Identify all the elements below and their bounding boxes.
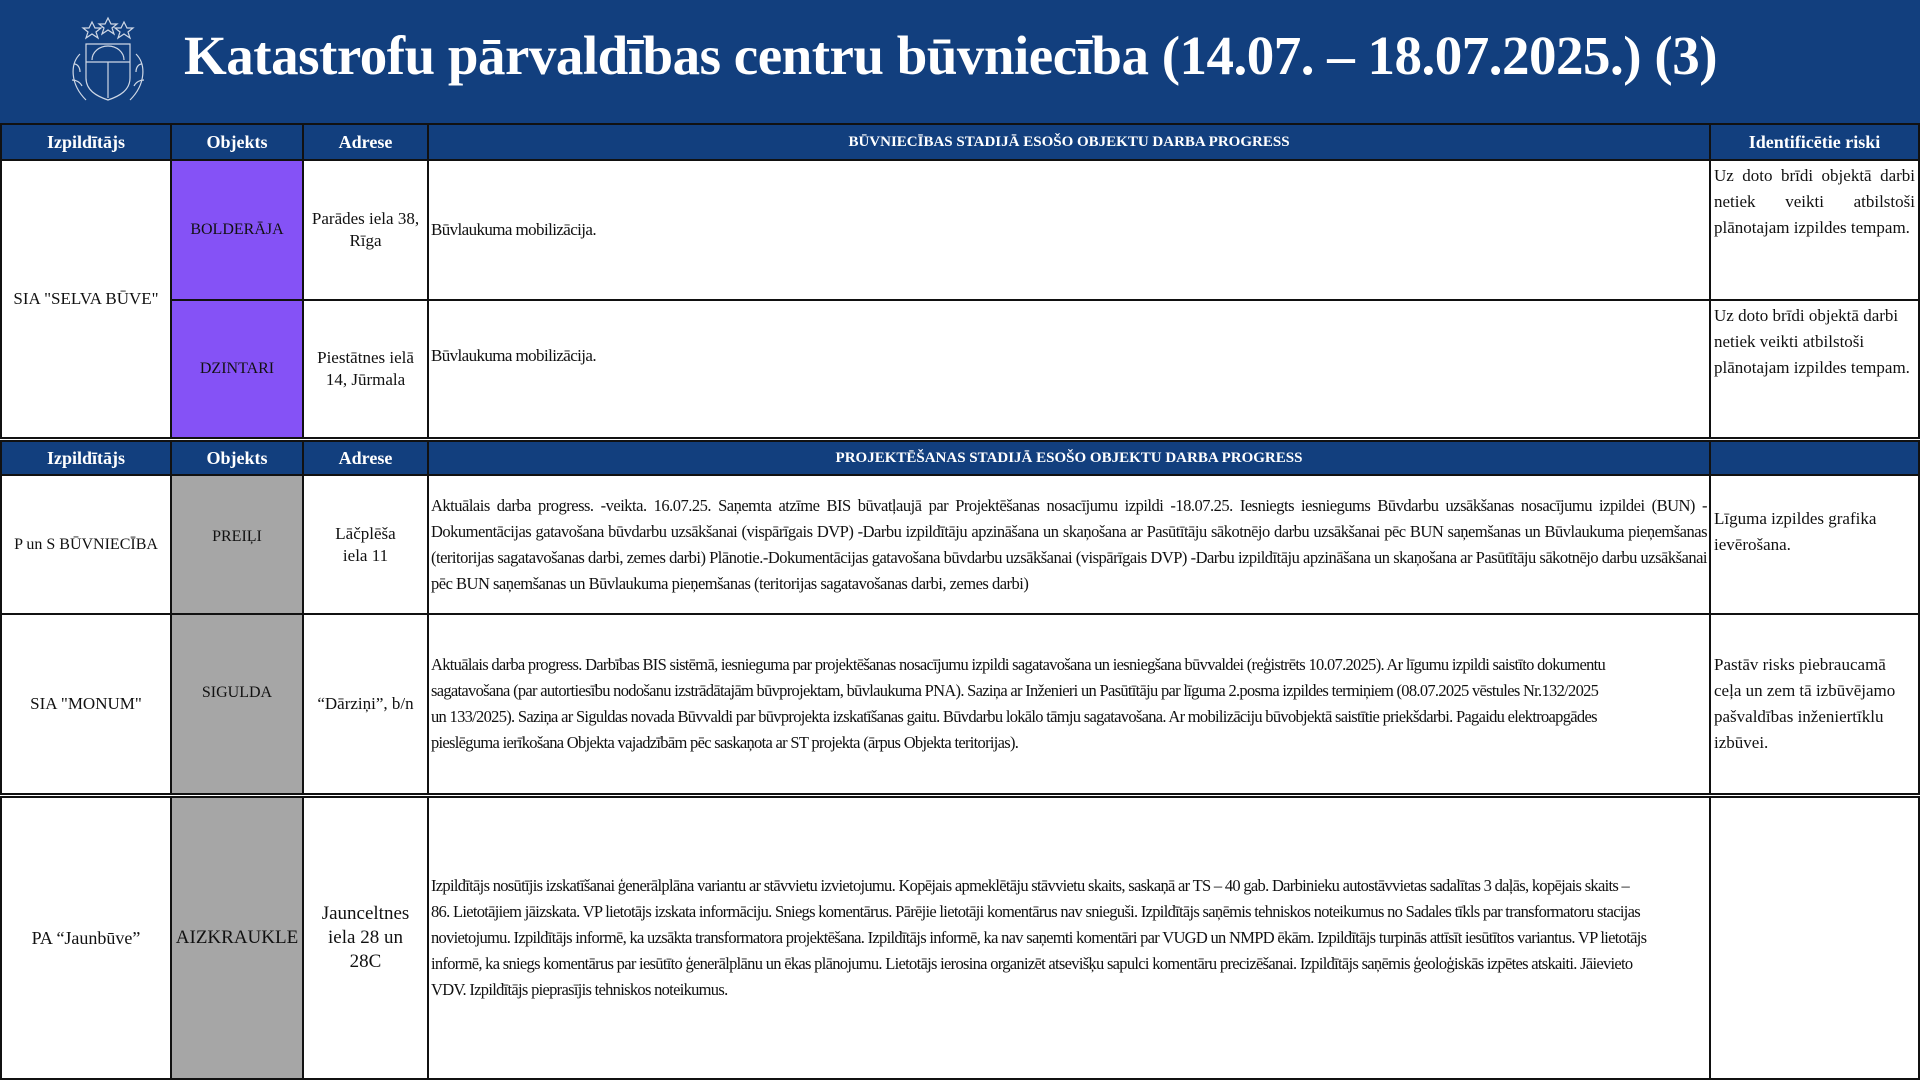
- title-banner: [0, 0, 1920, 123]
- address-cell: Piestātnes ielā 14, Jūrmala: [302, 299, 429, 439]
- risk-cell: Uz doto brīdi objektā darbi netiek veikti atbilstoši plānotajam izpildes tempam.: [1709, 159, 1920, 301]
- contractor-cell: P un S BŪVNIECĪBA: [0, 474, 172, 615]
- contractor-cell: SIA "SELVA BŪVE": [0, 159, 172, 439]
- column-header-construction-progress: BŪVNIECĪBAS STADIJĀ ESOŠO OBJEKTU DARBA PROGRESS: [427, 123, 1711, 161]
- page-title: Katastrofu pārvaldības centru būvniecība (14.07. – 18.07.2025.) (3): [184, 25, 1718, 86]
- address-cell: “Dārziņi”, b/n: [302, 613, 429, 795]
- column-header-object: Objekts: [170, 123, 304, 161]
- progress-cell: Izpildītājs nosūtījis izskatīšanai ģenerālplāna variantu ar stāvvietu izvietojumu. Kopējais apmeklētāju stāvvietu skaits, saskaņā ar TS – 40 gab. Darbinieku autostāvvietas sadalītas 3 daļās, kopējais skaits – 86. Lietotājiem jāizskata. VP lietotājs izskata informāciju. Sniegs komentārus. Pārējie lietotāji komentārus nav snieguši. Izpildītājs saņēmis tehniskos noteikumus no Sadales tīkls par transformatoru stacijas novietojumu. Izpildītājs informē, ka uzsākta transformatora projektēšana. Izpildītājs informē, ka nav saņemti komentāri par VUGD un NMPD ēkām. Izpildītājs turpinās attīsīt iesūtītos variantus. VP lietotājs informē, ka sniegs komentārus par iesūtīto ģenerālplānu un ēkas plānojumu. Lietotājs ierosina organizēt atsevišķu sapulci komentāru precizēšanai. Izpildītājs saņēmis ģeoloģiskās izpētes atskaiti. Jāievieto VDV. Izpildītājs pieprasījis tehniskos noteikumus.: [427, 796, 1711, 1080]
- risk-cell: Uz doto brīdi objektā darbi netiek veikti atbilstoši plānotajam izpildes tempam.: [1709, 299, 1920, 439]
- column-header-address: Adrese: [302, 123, 429, 161]
- object-cell: BOLDERĀJA: [170, 159, 304, 301]
- column-header-contractor: Izpildītājs: [0, 123, 172, 161]
- column-header-design-progress: PROJEKTĒŠANAS STADIJĀ ESOŠO OBJEKTU DARBA PROGRESS: [427, 440, 1711, 476]
- column-header-risks: Identificētie riski: [1709, 123, 1920, 161]
- contractor-cell: PA “Jaunbūve”: [0, 796, 172, 1080]
- progress-cell: Būvlaukuma mobilizācija.: [427, 299, 1711, 439]
- column-header-object: Objekts: [170, 440, 304, 476]
- address-cell: Jaunceltnes iela 28 un 28C: [302, 796, 429, 1080]
- coat-of-arms-icon: [58, 14, 158, 110]
- risk-cell: [1709, 796, 1920, 1080]
- risk-cell: Līguma izpildes grafika ievērošana.: [1709, 474, 1920, 615]
- column-header-blank: [1709, 440, 1920, 476]
- contractor-cell: SIA "MONUM": [0, 613, 172, 795]
- column-header-contractor: Izpildītājs: [0, 440, 172, 476]
- progress-cell: Aktuālais darba progress. Darbības BIS sistēmā, iesnieguma par projektēšanas nosacījumu izpildi sagatavošana un iesniegšana būvvaldei (reģistrēts 10.07.2025). Ar līgumu izpildi saistīto dokumentu sagatavošana (par autortiesību nodošanu izstrādātajām būvprojektam, būvlaukuma PNA). Saziņa ar Inženieri un Pasūtītāju par līguma 2.posma izpildes termiņiem (08.07.2025 vēstules Nr.132/2025 un 133/2025). Saziņa ar Siguldas novada Būvvaldi par būvprojekta izskatīšanas gaitu. Būvdarbu lokālo tāmju sagatavošana. Ar mobilizāciju būvobjektā saistītie priekšdarbi. Pagaidu elektroapgādes pieslēguma ierīkošana Objekta vajadzībām pēc saskaņota ar ST projekta (ārpus Objekta teritorijas).: [427, 613, 1711, 795]
- progress-cell: Būvlaukuma mobilizācija.: [427, 159, 1711, 301]
- risk-cell: Pastāv risks piebraucamā ceļa un zem tā izbūvējamo pašvaldības inženiertīklu izbūvei.: [1709, 613, 1920, 795]
- progress-cell: Aktuālais darba progress. -veikta. 16.07.25. Saņemta atzīme BIS būvatļaujā par Projektēšanas nosacījumu izpildi -18.07.25. Iesniegts iesniegums Būvdarbu uzsākšanas nosacījumu izpildei (BUN) -Dokumentācijas gatavošana būvdarbu uzsākšanai (vispārīgais DVP) -Darbu izpildītāju apzināšana un skaņošana ar Pasūtītāju sākotnējo darbu uzsākšanai pēc BUN saņemšanas un Būvlaukuma pieņemšanas (teritorijas sagatavošanas darbi, zemes darbi) Plānotie.-Dokumentācijas gatavošana būvdarbu uzsākšanai (vispārīgais DVP) -Darbu izpildītāju apzināšana un skaņošana ar Pasūtītāju sākotnējo darbu uzsākšanai pēc BUN saņemšanas un Būvlaukuma pieņemšanas (teritorijas sagatavošanas darbi, zemes darbi): [427, 474, 1711, 615]
- object-cell: PREIĻI: [170, 474, 304, 615]
- address-cell: Parādes iela 38, Rīga: [302, 159, 429, 301]
- address-cell: Lāčplēša iela 11: [302, 474, 429, 615]
- object-cell: SIGULDA: [170, 613, 304, 795]
- object-cell: DZINTARI: [170, 299, 304, 439]
- object-cell: AIZKRAUKLE: [170, 796, 304, 1080]
- column-header-address: Adrese: [302, 440, 429, 476]
